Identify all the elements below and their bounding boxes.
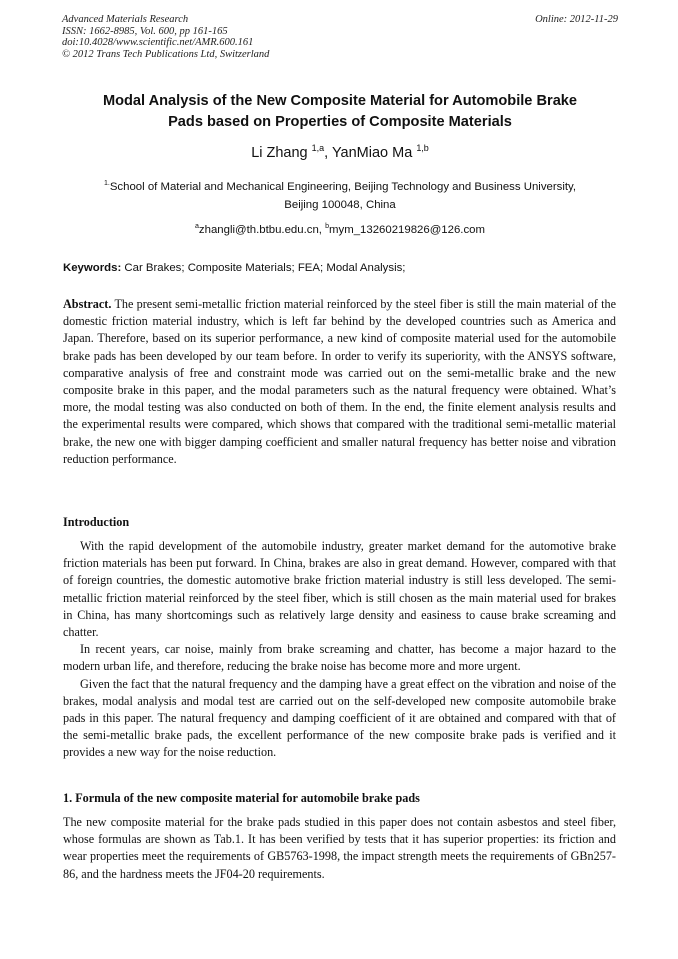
intro-paragraph-3: Given the fact that the natural frequency and the damping have a great effect on the vibration and noise of the brakes, modal analysis and modal test are carried out on the self-developed new composite automobile brake pads in this paper. The natural frequency and damping coefficient of it are obtained and compared with that of the semi-metallic brake pads, the excellent performance of the new composite brake pads is verified and it provides a new way for the noise reduction. bbox=[63, 676, 616, 760]
affiliation bbox=[62, 178, 618, 214]
journal-header bbox=[62, 14, 618, 60]
section-1-paragraph: The new composite material for the brake pads studied in this paper does not contain asbestos and steel fiber, whose formulas are shown as Tab.1. It has been verified by tests that it has superior properties: its friction and wear properties meet the requirements of GB5763-1998, the impact strength meets the requirements of GBn257-86, and the hardness meets the JF04-20 requirements. bbox=[63, 815, 616, 881]
introduction-heading: Introduction bbox=[63, 515, 130, 529]
abstract-text: The present semi-metallic friction material reinforced by the steel fiber is still the main material of the domestic friction material industry, which is left far behind by the developed countries such as America and Japan. Therefore, based on its superior performance, a new kind of composite material used for the automobile brake pads has been developed by our team before. In order to verify its superiority, with the ANSYS software, comparative analysis of free and constraint mode was carried out on the semi-metallic brake and the new composite brake in this paper, and the modal parameters such as the natural frequency were obtained. What’s more, the modal testing was also conducted on both of them. In the end, the finite element analysis results and the experimental results were compared, which shows that compared with the traditional semi-metallic material brake, the new one with bigger damping coefficient and smaller natural frequency has better noise and vibration reduction performance. bbox=[63, 297, 616, 466]
affiliation-line-1 bbox=[62, 178, 618, 196]
section-1-body bbox=[63, 814, 616, 883]
introduction-body bbox=[63, 538, 616, 762]
section-1-heading: 1. Formula of the new composite material for automobile brake pads bbox=[63, 791, 420, 805]
author-separator: , bbox=[324, 145, 332, 161]
author-1: Li Zhang bbox=[251, 145, 312, 161]
affiliation-mark: 1. bbox=[103, 180, 110, 188]
issn-line: ISSN: 1662-8985, Vol. 600, pp 161-165 bbox=[62, 25, 228, 37]
keywords-text: Car Brakes; Composite Materials; FEA; Modal Analysis; bbox=[121, 262, 406, 274]
paper-title bbox=[62, 91, 618, 133]
affiliation-text-1: School of Material and Mechanical Engineering, Beijing Technology and Business University, bbox=[109, 181, 577, 193]
author-1-affiliation-mark: 1,a bbox=[311, 143, 325, 154]
doi-line: doi:10.4028/www.scientific.net/AMR.600.161 bbox=[62, 37, 254, 48]
copyright-line: © 2012 Trans Tech Publications Ltd, Switzerland bbox=[62, 48, 270, 60]
email-a-mark: a bbox=[195, 223, 199, 231]
online-date: Online: 2012-11-29 bbox=[535, 14, 618, 25]
abstract-label: Abstract. bbox=[63, 297, 112, 311]
keywords bbox=[63, 259, 619, 277]
intro-paragraph-2: In recent years, car noise, mainly from brake screaming and chatter, has become a major hazard to the modern urban life, and therefore, reducing the brake noise has become more and more urgent. bbox=[63, 642, 616, 674]
journal-name: Advanced Materials Research bbox=[62, 14, 189, 25]
title-line-1: Modal Analysis of the New Composite Material for Automobile Brake bbox=[102, 93, 578, 109]
author-emails bbox=[62, 221, 618, 239]
author-2: YanMiao Ma bbox=[331, 145, 417, 161]
email-b-mark: b bbox=[325, 223, 330, 231]
affiliation-line-2: Beijing 100048, China bbox=[284, 199, 396, 211]
author-list bbox=[62, 143, 618, 163]
abstract bbox=[63, 296, 616, 468]
title-line-2: Pads based on Properties of Composite Materials bbox=[168, 114, 512, 130]
email-a: zhangli@th.btbu.edu.cn, bbox=[198, 224, 326, 236]
author-2-affiliation-mark: 1,b bbox=[416, 143, 429, 154]
keywords-label: Keywords: bbox=[63, 262, 122, 274]
email-b: mym_13260219826@126.com bbox=[329, 224, 485, 236]
intro-paragraph-1: With the rapid development of the automobile industry, greater market demand for the automotive brake friction materials has been put forward. In China, brakes are also in great demand. However, compared with that of foreign countries, the domestic automotive brake friction material industry is still less developed. The semi-metallic friction material reinforced by the steel fiber, which is still chosen as the main material used for brakes in China, has many shortcomings such as relatively large density and easiness to cause brake screaming and chatter. bbox=[63, 539, 616, 640]
